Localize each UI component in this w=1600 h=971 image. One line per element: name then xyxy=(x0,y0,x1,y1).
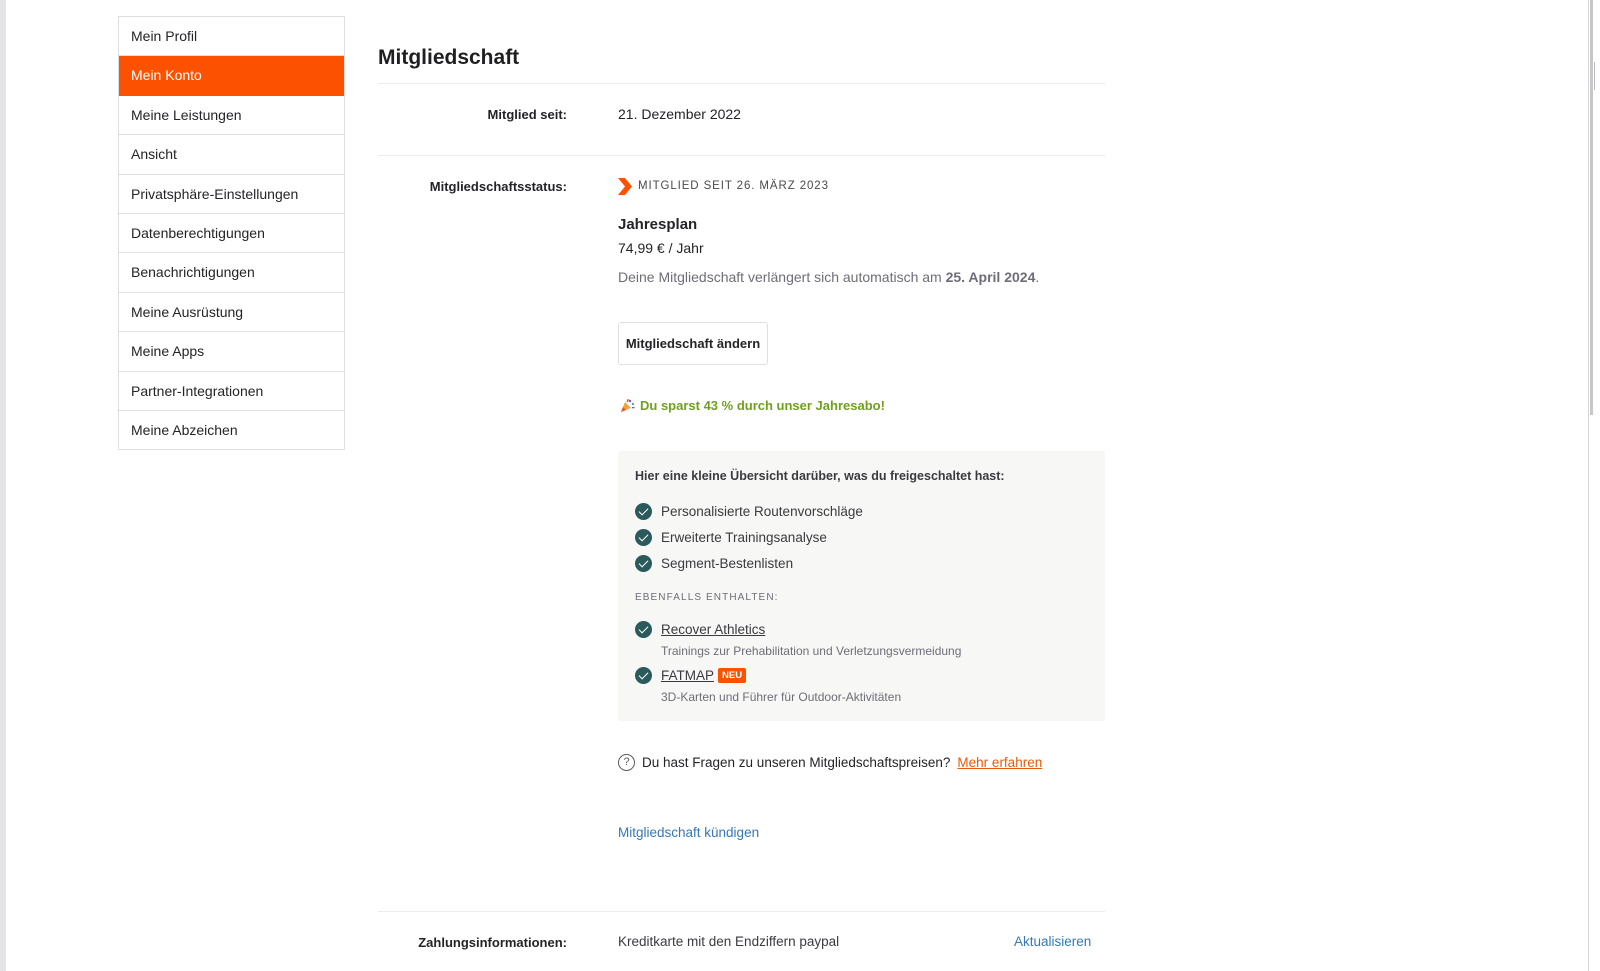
check-circle-icon xyxy=(635,555,652,572)
plan-name: Jahresplan xyxy=(618,216,698,233)
benefit-text: Personalisierte Routenvorschläge xyxy=(661,504,863,519)
sidebar-item-ansicht[interactable]: Ansicht xyxy=(119,135,344,174)
membership-status-text: MITGLIED SEIT 26. MÄRZ 2023 xyxy=(638,180,829,192)
payment-info-label: Zahlungsinformationen: xyxy=(418,935,567,950)
renewal-notice: Deine Mitgliedschaft verlängert sich automatisch am 25. April 2024. xyxy=(618,269,1040,285)
party-popper-icon xyxy=(620,398,635,413)
sidebar-item-ausruestung[interactable]: Meine Ausrüstung xyxy=(119,293,344,332)
extra-item-recover-athletics xyxy=(635,621,765,638)
sidebar-item-datenberechtigungen[interactable]: Datenberechtigungen xyxy=(119,214,344,253)
page-title: Mitgliedschaft xyxy=(378,46,520,69)
new-badge: NEU xyxy=(718,668,746,683)
check-circle-icon xyxy=(635,667,652,684)
extra-description: Trainings zur Prehabilitation und Verletzungsvermeidung xyxy=(661,644,962,658)
section-divider xyxy=(378,911,1105,912)
check-circle-icon xyxy=(635,529,652,546)
window-left-edge xyxy=(0,0,6,971)
also-included-heading: EBENFALLS ENTHALTEN: xyxy=(635,592,779,603)
sidebar-item-mein-konto[interactable]: Mein Konto xyxy=(119,56,344,95)
benefits-heading: Hier eine kleine Übersicht darüber, was du freigeschaltet hast: xyxy=(635,469,1005,483)
member-since-label: Mitglied seit: xyxy=(487,107,567,122)
recover-athletics-link[interactable]: Recover Athletics xyxy=(661,622,766,637)
plan-price: 74,99 € / Jahr xyxy=(618,240,704,256)
chevron-icon xyxy=(618,178,632,195)
learn-more-link[interactable]: Mehr erfahren xyxy=(957,755,1043,770)
section-divider xyxy=(378,83,1105,84)
savings-notice xyxy=(620,398,885,413)
faq-text: Du hast Fragen zu unseren Mitgliedschaftspreisen? xyxy=(642,755,951,770)
fatmap-link[interactable]: FATMAP xyxy=(661,668,715,683)
savings-text: Du sparst 43 % durch unser Jahresabo! xyxy=(640,398,885,413)
membership-status xyxy=(618,177,829,195)
payment-method-value: Kreditkarte mit den Endziffern paypal xyxy=(618,934,840,949)
sidebar-item-apps[interactable]: Meine Apps xyxy=(119,332,344,371)
sidebar-item-partner-integrationen[interactable]: Partner-Integrationen xyxy=(119,372,344,411)
benefit-item xyxy=(635,555,793,572)
scrollbar-marker xyxy=(1594,62,1600,90)
extra-item-fatmap xyxy=(635,667,746,684)
pricing-faq xyxy=(618,754,1042,771)
update-payment-link[interactable]: Aktualisieren xyxy=(1014,934,1092,949)
renewal-date: 25. April 2024 xyxy=(945,269,1036,285)
benefit-item xyxy=(635,529,827,546)
membership-status-label: Mitgliedschaftsstatus: xyxy=(429,179,567,194)
cancel-membership-link[interactable]: Mitgliedschaft kündigen xyxy=(618,825,760,840)
check-circle-icon xyxy=(635,621,652,638)
sidebar-item-privatsphaere[interactable]: Privatsphäre-Einstellungen xyxy=(119,175,344,214)
sidebar-item-mein-profil[interactable]: Mein Profil xyxy=(119,17,344,56)
benefit-text: Segment-Bestenlisten xyxy=(661,556,794,571)
question-circle-icon: ? xyxy=(618,754,635,771)
benefits-box xyxy=(618,451,1105,721)
member-since-value: 21. Dezember 2022 xyxy=(618,106,741,122)
section-divider xyxy=(378,155,1105,156)
sidebar-item-benachrichtigungen[interactable]: Benachrichtigungen xyxy=(119,253,344,292)
benefit-text: Erweiterte Trainingsanalyse xyxy=(661,530,827,545)
change-membership-button[interactable]: Mitgliedschaft ändern xyxy=(618,322,768,365)
sidebar-item-meine-leistungen[interactable]: Meine Leistungen xyxy=(119,96,344,135)
scrollbar-thumb[interactable] xyxy=(1590,0,1593,415)
check-circle-icon xyxy=(635,503,652,520)
benefit-item xyxy=(635,503,863,520)
account-sidebar xyxy=(118,16,345,450)
sidebar-item-abzeichen[interactable]: Meine Abzeichen xyxy=(119,411,344,450)
extra-description: 3D-Karten und Führer für Outdoor-Aktivitäten xyxy=(661,690,902,704)
